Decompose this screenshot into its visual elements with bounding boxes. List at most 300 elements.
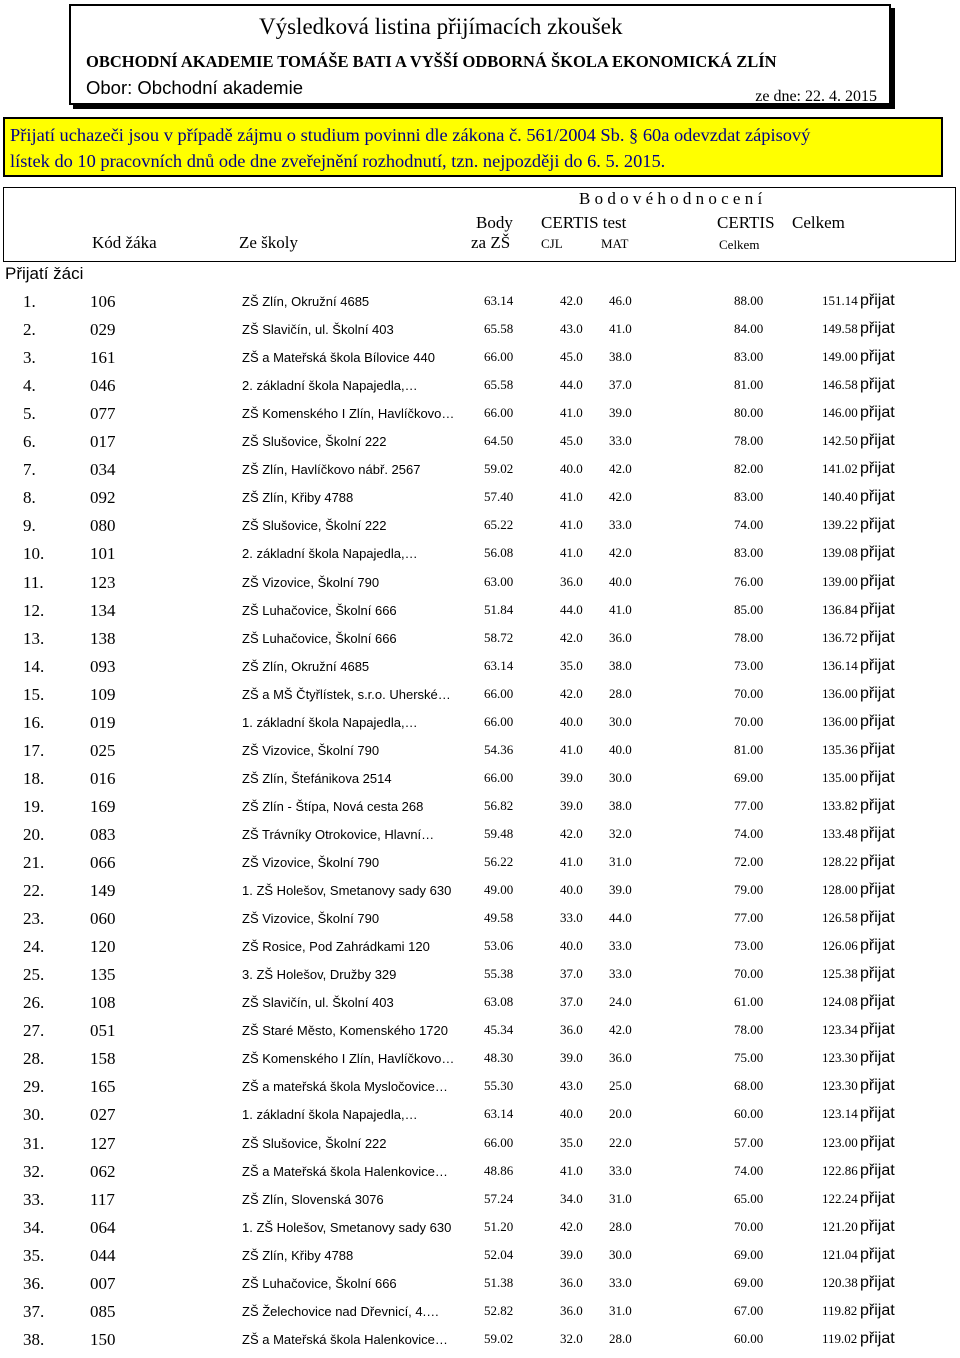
grand-total: 122.24 <box>822 1190 858 1206</box>
mat-score: 31.0 <box>609 854 632 869</box>
school-cell: ZŠ Trávníky Otrokovice, Hlavní… <box>242 826 435 842</box>
elementary-points: 45.34 <box>484 1022 514 1038</box>
school-cell: 2. základní škola Napajedla,… <box>242 546 418 562</box>
grand-total: 124.08 <box>822 994 858 1010</box>
student-code: 046 <box>90 376 116 396</box>
cjl-score: 40.0 <box>560 713 583 729</box>
cjl-score: 36.0 <box>560 1274 583 1290</box>
table-row <box>0 853 960 881</box>
result-status: přijat <box>860 320 895 338</box>
cjl-score: 33.0 <box>560 910 583 926</box>
student-code: 123 <box>90 572 116 592</box>
row-index: 23. <box>23 909 45 929</box>
grand-total: 126.58 <box>822 910 858 926</box>
elementary-points: 56.82 <box>484 797 514 813</box>
mat-score: 33.0 <box>609 966 632 982</box>
certis-total: 73.00 <box>734 938 764 954</box>
certis-total: 83.00 <box>734 545 764 561</box>
grand-total: 135.00 <box>822 769 858 785</box>
mat-score: 39.0 <box>609 882 632 898</box>
elementary-points: 54.36 <box>484 741 514 757</box>
grand-total: 151.14 <box>822 293 858 308</box>
mat-score: 28.0 <box>609 1218 632 1234</box>
elementary-points: 66.00 <box>484 1134 514 1150</box>
school-cell: ZŠ Želechovice nad Dřevnicí, 4.… <box>242 1303 440 1319</box>
certis-total: 68.00 <box>734 1078 764 1094</box>
table-row <box>0 404 960 432</box>
certis-total: 79.00 <box>734 882 764 898</box>
school-cell: ZŠ Slavičín, ul. Školní 403 <box>242 322 394 338</box>
table-row <box>0 1077 960 1105</box>
cjl-score: 36.0 <box>560 1022 583 1038</box>
school-cell: 1. základní škola Napajedla,… <box>242 1107 418 1123</box>
certis-total: 69.00 <box>734 769 764 785</box>
school-cell: ZŠ Vizovice, Školní 790 <box>242 574 380 590</box>
certis-total: 78.00 <box>734 1022 764 1038</box>
student-code: 016 <box>90 768 116 788</box>
table-row <box>0 320 960 348</box>
result-status: přijat <box>860 376 895 394</box>
study-field: Obor: Obchodní akademie <box>86 77 303 98</box>
table-row <box>0 741 960 769</box>
cjl-score: 42.0 <box>560 1218 583 1234</box>
table-row <box>0 601 960 629</box>
result-status: přijat <box>860 740 895 758</box>
mat-score: 44.0 <box>609 910 632 926</box>
table-row <box>0 292 960 320</box>
table-row <box>0 685 960 713</box>
certis-total: 65.00 <box>734 1190 764 1206</box>
row-index: 33. <box>23 1189 45 1209</box>
grand-total: 126.06 <box>822 938 858 954</box>
result-status: přijat <box>860 853 895 870</box>
row-index: 6. <box>23 432 36 452</box>
table-row <box>0 544 960 572</box>
school-cell: ZŠ Luhačovice, Školní 666 <box>242 630 397 646</box>
cjl-score: 36.0 <box>560 1302 583 1318</box>
col-celkem-header: Celkem <box>792 213 845 232</box>
table-row <box>0 432 960 460</box>
table-row <box>0 348 960 376</box>
title-box <box>69 4 891 105</box>
row-index: 24. <box>23 937 45 957</box>
row-index: 31. <box>23 1133 45 1153</box>
cjl-score: 39.0 <box>560 769 583 785</box>
elementary-points: 66.00 <box>484 713 514 729</box>
result-status: přijat <box>860 628 895 646</box>
table-row <box>0 1049 960 1077</box>
school-cell: ZŠ Zlín, Havlíčkovo nábř. 2567 <box>242 462 421 478</box>
certis-total: 80.00 <box>734 405 764 421</box>
col-cjl-header: CJL <box>541 236 563 251</box>
student-code: 108 <box>90 993 116 1013</box>
elementary-points: 55.30 <box>484 1078 514 1094</box>
certis-total: 83.00 <box>734 349 764 365</box>
table-row <box>0 1330 960 1358</box>
cjl-score: 39.0 <box>560 1246 583 1262</box>
result-status: přijat <box>860 824 895 842</box>
result-status: přijat <box>860 1161 895 1179</box>
student-code: 127 <box>90 1133 116 1153</box>
cjl-score: 35.0 <box>560 657 583 673</box>
school-cell: 1. ZŠ Holešov, Smetanovy sady 630 <box>242 1219 452 1235</box>
cjl-score: 42.0 <box>560 293 583 308</box>
table-row <box>0 516 960 544</box>
student-code: 060 <box>90 909 116 929</box>
row-index: 18. <box>23 768 45 788</box>
school-cell: ZŠ Luhačovice, Školní 666 <box>242 602 397 618</box>
row-index: 19. <box>23 796 45 816</box>
mat-score: 33.0 <box>609 1162 632 1178</box>
certis-total: 75.00 <box>734 1050 764 1066</box>
certis-total: 78.00 <box>734 629 764 645</box>
student-code: 161 <box>90 348 116 368</box>
grand-total: 146.00 <box>822 405 858 421</box>
mat-score: 36.0 <box>609 1050 632 1066</box>
school-cell: ZŠ Slavičín, ul. Školní 403 <box>242 995 394 1011</box>
certis-total: 85.00 <box>734 601 764 617</box>
result-status: přijat <box>860 432 895 450</box>
elementary-points: 63.14 <box>484 657 514 673</box>
school-cell: ZŠ Zlín, Okružní 4685 <box>242 658 370 674</box>
elementary-points: 56.08 <box>484 545 514 561</box>
mat-score: 46.0 <box>609 293 632 308</box>
student-code: 007 <box>90 1273 116 1293</box>
student-code: 101 <box>90 544 116 564</box>
school-cell: ZŠ Staré Město, Komenského 1720 <box>242 1023 448 1039</box>
student-code: 149 <box>90 881 116 901</box>
certis-total: 78.00 <box>734 433 764 449</box>
elementary-points: 53.06 <box>484 938 514 954</box>
row-index: 5. <box>23 404 36 424</box>
certis-total: 81.00 <box>734 377 764 393</box>
elementary-points: 59.02 <box>484 461 514 477</box>
mat-score: 42.0 <box>609 545 632 561</box>
cjl-score: 44.0 <box>560 377 583 393</box>
mat-score: 30.0 <box>609 1246 632 1262</box>
mat-score: 25.0 <box>609 1078 632 1094</box>
school-cell: ZŠ a Mateřská škola Halenkovice… <box>242 1163 448 1179</box>
elementary-points: 63.14 <box>484 293 514 308</box>
grand-total: 136.00 <box>822 713 858 729</box>
result-status: přijat <box>860 1105 895 1123</box>
row-index: 17. <box>23 740 45 760</box>
grand-total: 146.58 <box>822 377 858 393</box>
elementary-points: 65.22 <box>484 517 514 533</box>
row-index: 36. <box>23 1273 45 1293</box>
elementary-points: 49.58 <box>484 910 514 926</box>
cjl-score: 40.0 <box>560 461 583 477</box>
student-code: 165 <box>90 1077 116 1097</box>
notice-line-2: lístek do 10 pracovních dnů ode dne zveřejnění rozhodnutí, tzn. nejpozději do 6. 5. 2015. <box>10 151 666 171</box>
table-row <box>0 573 960 601</box>
elementary-points: 48.30 <box>484 1050 514 1066</box>
col-body-header-2: za ZŠ <box>471 233 511 252</box>
student-code: 080 <box>90 516 116 536</box>
mat-score: 38.0 <box>609 349 632 365</box>
document-date: ze dne: 22. 4. 2015 <box>755 88 877 105</box>
result-status: přijat <box>860 768 895 786</box>
student-code: 134 <box>90 600 116 620</box>
school-cell: ZŠ Zlín, Křiby 4788 <box>242 490 354 506</box>
result-status: přijat <box>860 1273 895 1291</box>
grand-total: 149.58 <box>822 321 858 337</box>
table-row <box>0 881 960 909</box>
grand-total: 135.36 <box>822 741 858 757</box>
col-kod-header: Kód žáka <box>92 233 157 252</box>
grand-total: 121.04 <box>822 1246 858 1262</box>
table-row <box>0 1021 960 1049</box>
grand-total: 119.02 <box>822 1330 858 1346</box>
mat-score: 28.0 <box>609 685 632 701</box>
table-row <box>0 1218 960 1246</box>
elementary-points: 66.00 <box>484 769 514 785</box>
student-code: 092 <box>90 488 116 508</box>
result-status: přijat <box>860 488 895 506</box>
cjl-score: 42.0 <box>560 685 583 701</box>
grand-total: 142.50 <box>822 433 858 449</box>
grand-total: 136.14 <box>822 657 858 673</box>
mat-score: 30.0 <box>609 769 632 785</box>
certis-total: 83.00 <box>734 489 764 505</box>
student-code: 025 <box>90 740 116 760</box>
grand-total: 139.00 <box>822 573 858 589</box>
score-group-heading: B o d o v é h o d n o c e n í <box>579 189 763 208</box>
certis-total: 74.00 <box>734 825 764 841</box>
cjl-score: 41.0 <box>560 517 583 533</box>
elementary-points: 58.72 <box>484 629 514 645</box>
cjl-score: 45.0 <box>560 433 583 449</box>
cjl-score: 41.0 <box>560 545 583 561</box>
result-status: přijat <box>860 937 895 955</box>
result-status: přijat <box>860 965 895 983</box>
grand-total: 119.82 <box>822 1302 858 1318</box>
table-row <box>0 376 960 404</box>
elementary-points: 66.00 <box>484 349 514 365</box>
mat-score: 32.0 <box>609 825 632 841</box>
student-code: 019 <box>90 712 116 732</box>
certis-total: 70.00 <box>734 1218 764 1234</box>
result-status: přijat <box>860 881 895 899</box>
grand-total: 140.40 <box>822 489 858 505</box>
certis-total: 60.00 <box>734 1330 764 1346</box>
school-cell: ZŠ Luhačovice, Školní 666 <box>242 1275 397 1291</box>
table-row <box>0 1246 960 1274</box>
result-status: přijat <box>860 796 895 814</box>
table-header <box>3 187 956 262</box>
grand-total: 120.38 <box>822 1274 858 1290</box>
row-index: 35. <box>23 1245 45 1265</box>
student-code: 138 <box>90 628 116 648</box>
certis-total: 74.00 <box>734 517 764 533</box>
mat-score: 36.0 <box>609 629 632 645</box>
elementary-points: 57.40 <box>484 489 514 505</box>
school-cell: 1. ZŠ Holešov, Smetanovy sady 630 <box>242 883 452 899</box>
school-cell: ZŠ Slušovice, Školní 222 <box>242 518 387 534</box>
grand-total: 136.00 <box>822 685 858 701</box>
result-status: přijat <box>860 1301 895 1319</box>
mat-score: 33.0 <box>609 938 632 954</box>
row-index: 1. <box>23 292 36 311</box>
mat-score: 33.0 <box>609 1274 632 1290</box>
row-index: 7. <box>23 460 36 480</box>
mat-score: 40.0 <box>609 741 632 757</box>
grand-total: 121.20 <box>822 1218 858 1234</box>
grand-total: 139.08 <box>822 545 858 561</box>
student-code: 106 <box>90 292 116 311</box>
cjl-score: 39.0 <box>560 797 583 813</box>
mat-score: 40.0 <box>609 573 632 589</box>
mat-score: 33.0 <box>609 433 632 449</box>
elementary-points: 65.58 <box>484 321 514 337</box>
school-cell: ZŠ Zlín, Štefánikova 2514 <box>242 770 392 786</box>
mat-score: 42.0 <box>609 1022 632 1038</box>
row-index: 30. <box>23 1105 45 1125</box>
certis-total: 61.00 <box>734 994 764 1010</box>
result-status: přijat <box>860 1217 895 1235</box>
school-cell: ZŠ Zlín, Slovenská 3076 <box>242 1191 384 1207</box>
school-cell: ZŠ a Mateřská škola Bílovice 440 <box>242 350 435 366</box>
certis-total: 70.00 <box>734 713 764 729</box>
grand-total: 123.30 <box>822 1078 858 1094</box>
student-code: 027 <box>90 1105 116 1125</box>
elementary-points: 65.58 <box>484 377 514 393</box>
cjl-score: 42.0 <box>560 825 583 841</box>
elementary-points: 51.20 <box>484 1218 514 1234</box>
result-status: přijat <box>860 1329 895 1347</box>
cjl-score: 41.0 <box>560 405 583 421</box>
grand-total: 136.84 <box>822 601 858 617</box>
school-cell: ZŠ Zlín - Štípa, Nová cesta 268 <box>242 798 424 814</box>
row-index: 22. <box>23 881 45 901</box>
col-mat-header: MAT <box>601 236 629 251</box>
result-status: přijat <box>860 684 895 702</box>
student-code: 062 <box>90 1161 116 1181</box>
cjl-score: 41.0 <box>560 489 583 505</box>
row-index: 10. <box>23 544 45 564</box>
certis-total: 77.00 <box>734 797 764 813</box>
result-status: přijat <box>860 600 895 618</box>
cjl-score: 42.0 <box>560 629 583 645</box>
student-code: 085 <box>90 1301 116 1321</box>
cjl-score: 44.0 <box>560 601 583 617</box>
student-code: 064 <box>90 1217 116 1237</box>
mat-score: 41.0 <box>609 321 632 337</box>
col-certis-test-header: CERTIS test <box>541 213 627 232</box>
cjl-score: 36.0 <box>560 573 583 589</box>
section-heading: Přijatí žáci <box>5 264 84 283</box>
mat-score: 31.0 <box>609 1190 632 1206</box>
table-row <box>0 1302 960 1330</box>
result-status: přijat <box>860 460 895 478</box>
cjl-score: 43.0 <box>560 1078 583 1094</box>
elementary-points: 56.22 <box>484 854 514 869</box>
mat-score: 38.0 <box>609 657 632 673</box>
school-name: OBCHODNÍ AKADEMIE TOMÁŠE BATI A VYŠŠÍ ODBORNÁ ŠKOLA EKONOMICKÁ ZLÍN <box>86 52 777 71</box>
result-status: přijat <box>860 1245 895 1263</box>
school-cell: ZŠ Vizovice, Školní 790 <box>242 742 380 758</box>
col-certis-celkem-header: Celkem <box>719 237 760 252</box>
mat-score: 37.0 <box>609 377 632 393</box>
school-cell: ZŠ Vizovice, Školní 790 <box>242 855 380 870</box>
student-code: 034 <box>90 460 116 480</box>
row-index: 15. <box>23 684 45 704</box>
mat-score: 31.0 <box>609 1302 632 1318</box>
certis-total: 69.00 <box>734 1246 764 1262</box>
table-row <box>0 657 960 685</box>
notice-line-1: Přijatí uchazeči jsou v případě zájmu o studium povinni dle zákona č. 561/2004 Sb. § 60a odevzdat zápisový <box>10 125 811 145</box>
student-code: 117 <box>90 1189 115 1209</box>
grand-total: 123.00 <box>822 1134 858 1150</box>
table-row <box>0 797 960 825</box>
table-row <box>0 488 960 516</box>
cjl-score: 37.0 <box>560 994 583 1010</box>
student-code: 077 <box>90 404 116 424</box>
row-index: 3. <box>23 348 36 368</box>
student-code: 093 <box>90 656 116 676</box>
certis-total: 70.00 <box>734 966 764 982</box>
row-index: 14. <box>23 656 45 676</box>
grand-total: 128.22 <box>822 854 858 869</box>
cjl-score: 39.0 <box>560 1050 583 1066</box>
row-index: 16. <box>23 712 45 732</box>
col-skola-header: Ze školy <box>239 233 299 252</box>
grand-total: 123.30 <box>822 1050 858 1066</box>
student-code: 150 <box>90 1329 116 1349</box>
row-index: 12. <box>23 600 45 620</box>
elementary-points: 66.00 <box>484 685 514 701</box>
table-row <box>0 769 960 797</box>
result-status: přijat <box>860 993 895 1011</box>
mat-score: 30.0 <box>609 713 632 729</box>
table-row <box>0 713 960 741</box>
mat-score: 39.0 <box>609 405 632 421</box>
certis-total: 76.00 <box>734 573 764 589</box>
col-certis-header: CERTIS <box>717 213 775 232</box>
mat-score: 22.0 <box>609 1134 632 1150</box>
elementary-points: 59.02 <box>484 1330 514 1346</box>
school-cell: ZŠ Zlín, Křiby 4788 <box>242 1247 354 1263</box>
table-row <box>0 993 960 1021</box>
row-index: 21. <box>23 853 45 872</box>
elementary-points: 55.38 <box>484 966 514 982</box>
result-status: přijat <box>860 292 895 309</box>
table-row <box>0 629 960 657</box>
school-cell: ZŠ Slušovice, Školní 222 <box>242 434 387 450</box>
school-cell: 2. základní škola Napajedla,… <box>242 378 418 394</box>
row-index: 34. <box>23 1217 45 1237</box>
elementary-points: 59.48 <box>484 825 514 841</box>
cjl-score: 40.0 <box>560 938 583 954</box>
row-index: 13. <box>23 628 45 648</box>
table-row <box>0 460 960 488</box>
student-code: 044 <box>90 1245 116 1265</box>
result-status: přijat <box>860 1077 895 1095</box>
student-code: 120 <box>90 937 116 957</box>
grand-total: 133.48 <box>822 825 858 841</box>
certis-total: 70.00 <box>734 685 764 701</box>
cjl-score: 37.0 <box>560 966 583 982</box>
result-status: přijat <box>860 712 895 730</box>
student-code: 029 <box>90 320 116 340</box>
student-code: 135 <box>90 965 116 985</box>
elementary-points: 57.24 <box>484 1190 514 1206</box>
row-index: 26. <box>23 993 45 1013</box>
school-cell: ZŠ Vizovice, Školní 790 <box>242 911 380 927</box>
grand-total: 149.00 <box>822 349 858 365</box>
row-index: 28. <box>23 1049 45 1069</box>
result-status: přijat <box>860 909 895 927</box>
